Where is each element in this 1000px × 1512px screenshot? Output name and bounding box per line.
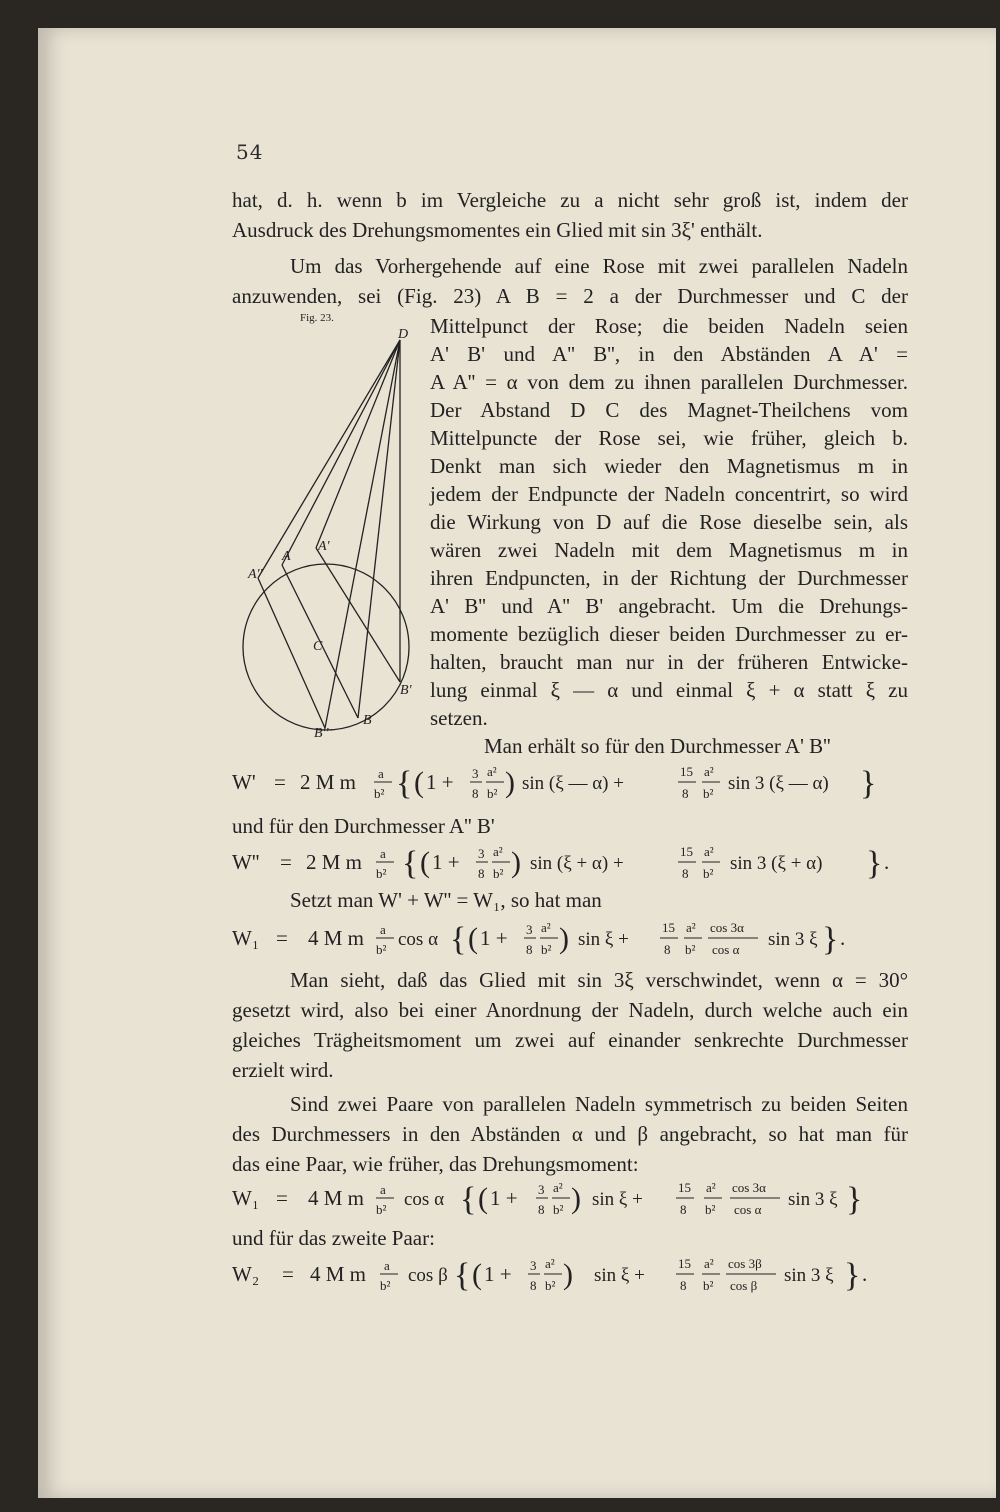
text-line: die Wirkung von D auf die Rose dieselbe sein, als	[430, 510, 908, 534]
svg-text:b²: b²	[376, 1202, 387, 1217]
label-A: A	[282, 549, 291, 564]
text-line: ihren Endpuncten, in der Richtung der Durchmesser	[430, 566, 908, 590]
svg-text:cos 3β: cos 3β	[728, 1256, 762, 1271]
formula-W1-second	[232, 1174, 908, 1222]
svg-text:a²: a²	[493, 844, 503, 859]
svg-text:a: a	[380, 1182, 386, 1197]
svg-text:cos α: cos α	[734, 1202, 762, 1217]
svg-text:15: 15	[678, 1180, 691, 1195]
svg-text:b²: b²	[376, 866, 387, 881]
paren-close: )	[571, 1182, 581, 1215]
label-D: D	[398, 328, 409, 342]
svg-text:a²: a²	[487, 764, 497, 779]
svg-text:8: 8	[680, 1278, 687, 1293]
paren-close: )	[505, 766, 515, 799]
label-A-prime: A'	[318, 539, 330, 554]
svg-text:4 M m: 4 M m	[308, 926, 365, 950]
paren-open: (	[414, 766, 424, 799]
formula-W2	[232, 1250, 908, 1298]
svg-text:sin ξ +: sin ξ +	[592, 1189, 643, 1210]
svg-text:8: 8	[530, 1278, 537, 1293]
text-line: Ausdruck des Drehungsmomentes ein Glied mit sin 3ξ' enthält.	[232, 218, 763, 242]
text-line: Denkt man sich wieder den Magnetismus m in	[430, 454, 908, 478]
svg-text:W₁: W₁	[232, 926, 260, 950]
svg-text:sin 3 (ξ + α): sin 3 (ξ + α)	[730, 853, 823, 874]
svg-text:a²: a²	[686, 920, 696, 935]
line-D-A	[282, 340, 400, 565]
svg-text:a²: a²	[704, 1256, 714, 1271]
svg-text:.: .	[884, 850, 890, 874]
text-line: hat, d. h. wenn b im Vergleiche zu a nicht sehr groß ist, indem der	[232, 188, 908, 212]
svg-text:cos 3α: cos 3α	[710, 920, 744, 935]
svg-text:b²: b²	[376, 942, 387, 957]
text-line: Um das Vorhergehende auf eine Rose mit zwei parallelen Nadeln	[290, 254, 908, 278]
paren-open: (	[478, 1182, 488, 1215]
svg-text:b²: b²	[703, 786, 714, 801]
text-line: erzielt wird.	[232, 1058, 334, 1082]
svg-text:b²: b²	[703, 866, 714, 881]
svg-text:sin 3 (ξ — α): sin 3 (ξ — α)	[728, 773, 829, 794]
needle-A1-B1	[316, 548, 400, 682]
text-line: anzuwenden, sei (Fig. 23) A B = 2 a der Durchmesser und C der	[232, 284, 908, 308]
svg-text:sin (ξ + α) +: sin (ξ + α) +	[530, 853, 624, 874]
paren-close: )	[559, 922, 569, 955]
svg-text:4 M m: 4 M m	[308, 1186, 365, 1210]
text-line: A A'' = α von dem zu ihnen parallelen Durchmesser.	[430, 370, 908, 394]
paren-close: )	[563, 1258, 573, 1291]
svg-text:sin ξ +: sin ξ +	[578, 929, 629, 950]
page-number: 54	[236, 140, 264, 164]
label-B-prime: B'	[400, 683, 412, 698]
brace-open: {	[450, 921, 467, 958]
svg-text:1 +: 1 +	[490, 1186, 518, 1210]
text-line: momente bezüglich dieser beiden Durchmesser zu er-	[430, 622, 908, 646]
svg-text:a: a	[380, 922, 386, 937]
svg-text:b²: b²	[685, 942, 696, 957]
brace-open: {	[460, 1181, 477, 1218]
svg-text:a²: a²	[704, 844, 714, 859]
svg-text:3: 3	[472, 766, 479, 781]
svg-text:2 M m: 2 M m	[300, 770, 357, 794]
label-B-double-prime: B''	[314, 726, 329, 741]
text-line: des Durchmessers in den Abständen α und β angebracht, so hat man für	[232, 1122, 908, 1146]
svg-text:a²: a²	[706, 1180, 716, 1195]
svg-text:8: 8	[682, 786, 689, 801]
brace-open: {	[454, 1257, 471, 1294]
text-line: jedem der Endpuncte der Nadeln concentrirt, so wird	[430, 482, 908, 506]
svg-text:b²: b²	[541, 942, 552, 957]
svg-text:cos β: cos β	[408, 1265, 448, 1286]
svg-text:W₁: W₁	[232, 1186, 260, 1210]
svg-text:a: a	[380, 846, 386, 861]
svg-text:8: 8	[526, 942, 533, 957]
text-line: Setzt man W' + W'' = W₁, so hat man	[290, 888, 602, 912]
svg-text:b²: b²	[493, 866, 504, 881]
svg-text:3: 3	[478, 846, 485, 861]
svg-text:cos 3α: cos 3α	[732, 1180, 766, 1195]
line-D-B2	[325, 340, 400, 728]
svg-text:cos α: cos α	[712, 942, 740, 957]
svg-text:1 +: 1 +	[426, 770, 454, 794]
brace-open: {	[402, 845, 419, 882]
svg-text:sin (ξ — α) +: sin (ξ — α) +	[522, 773, 624, 794]
svg-text:3: 3	[538, 1182, 545, 1197]
svg-text:b²: b²	[553, 1202, 564, 1217]
text-line: gesetzt wird, also bei einer Anordnung der Nadeln, durch welche auch ein	[232, 998, 908, 1022]
text-line: das eine Paar, wie früher, das Drehungsmoment:	[232, 1152, 639, 1176]
svg-text:.: .	[862, 1262, 868, 1286]
svg-text:15: 15	[678, 1256, 691, 1271]
svg-text:W': W'	[232, 770, 256, 794]
svg-text:a: a	[378, 766, 384, 781]
svg-text:1 +: 1 +	[432, 850, 460, 874]
svg-text:b²: b²	[380, 1278, 391, 1293]
svg-text:cos α: cos α	[404, 1189, 445, 1210]
paren-open: (	[472, 1258, 482, 1291]
line-D-B	[358, 340, 400, 718]
text-line: lung einmal ξ — α und einmal ξ + α statt ξ zu	[430, 678, 908, 702]
text-line: Der Abstand D C des Magnet-Theilchens vom	[430, 398, 908, 422]
formula-W-prime	[232, 758, 908, 806]
text-line: gleiches Trägheitsmoment um zwei auf einander senkrechte Durchmesser	[232, 1028, 908, 1052]
line-D-A1	[316, 340, 400, 548]
brace-close: }	[846, 1181, 863, 1218]
svg-text:b²: b²	[487, 786, 498, 801]
svg-text:15: 15	[680, 844, 693, 859]
svg-text:8: 8	[472, 786, 479, 801]
svg-text:a²: a²	[541, 920, 551, 935]
rose-circle	[243, 564, 409, 730]
svg-text:cos α: cos α	[398, 929, 439, 950]
svg-text:sin 3 ξ: sin 3 ξ	[768, 929, 818, 950]
formula-W1-first	[232, 914, 908, 962]
brace-close: }	[822, 921, 839, 958]
svg-text:a²: a²	[553, 1180, 563, 1195]
svg-text:sin ξ +: sin ξ +	[594, 1265, 645, 1286]
svg-text:=: =	[276, 1186, 288, 1210]
svg-text:8: 8	[682, 866, 689, 881]
brace-open: {	[396, 765, 413, 802]
svg-text:b²: b²	[374, 786, 385, 801]
svg-text:8: 8	[478, 866, 485, 881]
text-line: und für den Durchmesser A'' B'	[232, 814, 495, 838]
figure-23	[240, 328, 430, 748]
label-C: C	[313, 639, 323, 654]
paren-open: (	[468, 922, 478, 955]
svg-text:.: .	[840, 926, 846, 950]
brace-close: }	[866, 845, 883, 882]
text-line: Sind zwei Paare von parallelen Nadeln symmetrisch zu beiden Seiten	[290, 1092, 908, 1116]
text-line: Man sieht, daß das Glied mit sin 3ξ verschwindet, wenn α = 30°	[290, 968, 908, 992]
text-line: und für das zweite Paar:	[232, 1226, 435, 1250]
text-line: Mittelpuncte der Rose sei, wie früher, gleich b.	[430, 426, 908, 450]
svg-text:8: 8	[538, 1202, 545, 1217]
label-B: B	[363, 713, 372, 728]
text-line: setzen.	[430, 706, 488, 730]
label-A-double-prime: A''	[248, 567, 263, 582]
svg-text:4 M m: 4 M m	[310, 1262, 367, 1286]
svg-text:1 +: 1 +	[480, 926, 508, 950]
brace-close: }	[860, 765, 877, 802]
svg-text:15: 15	[680, 764, 693, 779]
svg-text:b²: b²	[545, 1278, 556, 1293]
svg-text:a: a	[384, 1258, 390, 1273]
svg-text:15: 15	[662, 920, 675, 935]
svg-text:8: 8	[664, 942, 671, 957]
svg-text:W'': W''	[232, 850, 260, 874]
svg-text:sin 3 ξ: sin 3 ξ	[788, 1189, 838, 1210]
svg-text:W₂: W₂	[232, 1262, 260, 1286]
paren-open: (	[420, 846, 430, 879]
svg-text:b²: b²	[703, 1278, 714, 1293]
figure-caption: Fig. 23.	[300, 312, 334, 324]
svg-text:3: 3	[526, 922, 533, 937]
svg-text:=: =	[280, 850, 292, 874]
svg-text:1 +: 1 +	[484, 1262, 512, 1286]
svg-text:3: 3	[530, 1258, 537, 1273]
text-line: A' B' und A'' B'', in den Abständen A A' =	[430, 342, 908, 366]
svg-text:cos β: cos β	[730, 1278, 758, 1293]
text-line: halten, braucht man nur in der früheren Entwicke-	[430, 650, 908, 674]
text-line: Mittelpunct der Rose; die beiden Nadeln seien	[430, 314, 908, 338]
text-line: Man erhält so für den Durchmesser A' B''	[484, 734, 831, 758]
paren-close: )	[511, 846, 521, 879]
text-line: wären zwei Nadeln mit dem Magnetismus m in	[430, 538, 908, 562]
svg-text:=: =	[274, 770, 286, 794]
brace-close: }	[844, 1257, 861, 1294]
svg-text:sin 3 ξ: sin 3 ξ	[784, 1265, 834, 1286]
text-line: A' B'' und A'' B' angebracht. Um die Drehungs-	[430, 594, 908, 618]
svg-text:a²: a²	[545, 1256, 555, 1271]
svg-text:=: =	[276, 926, 288, 950]
formula-W-double-prime	[232, 838, 908, 886]
svg-text:2 M m: 2 M m	[306, 850, 363, 874]
svg-text:=: =	[282, 1262, 294, 1286]
svg-text:a²: a²	[704, 764, 714, 779]
svg-text:b²: b²	[705, 1202, 716, 1217]
svg-text:8: 8	[680, 1202, 687, 1217]
